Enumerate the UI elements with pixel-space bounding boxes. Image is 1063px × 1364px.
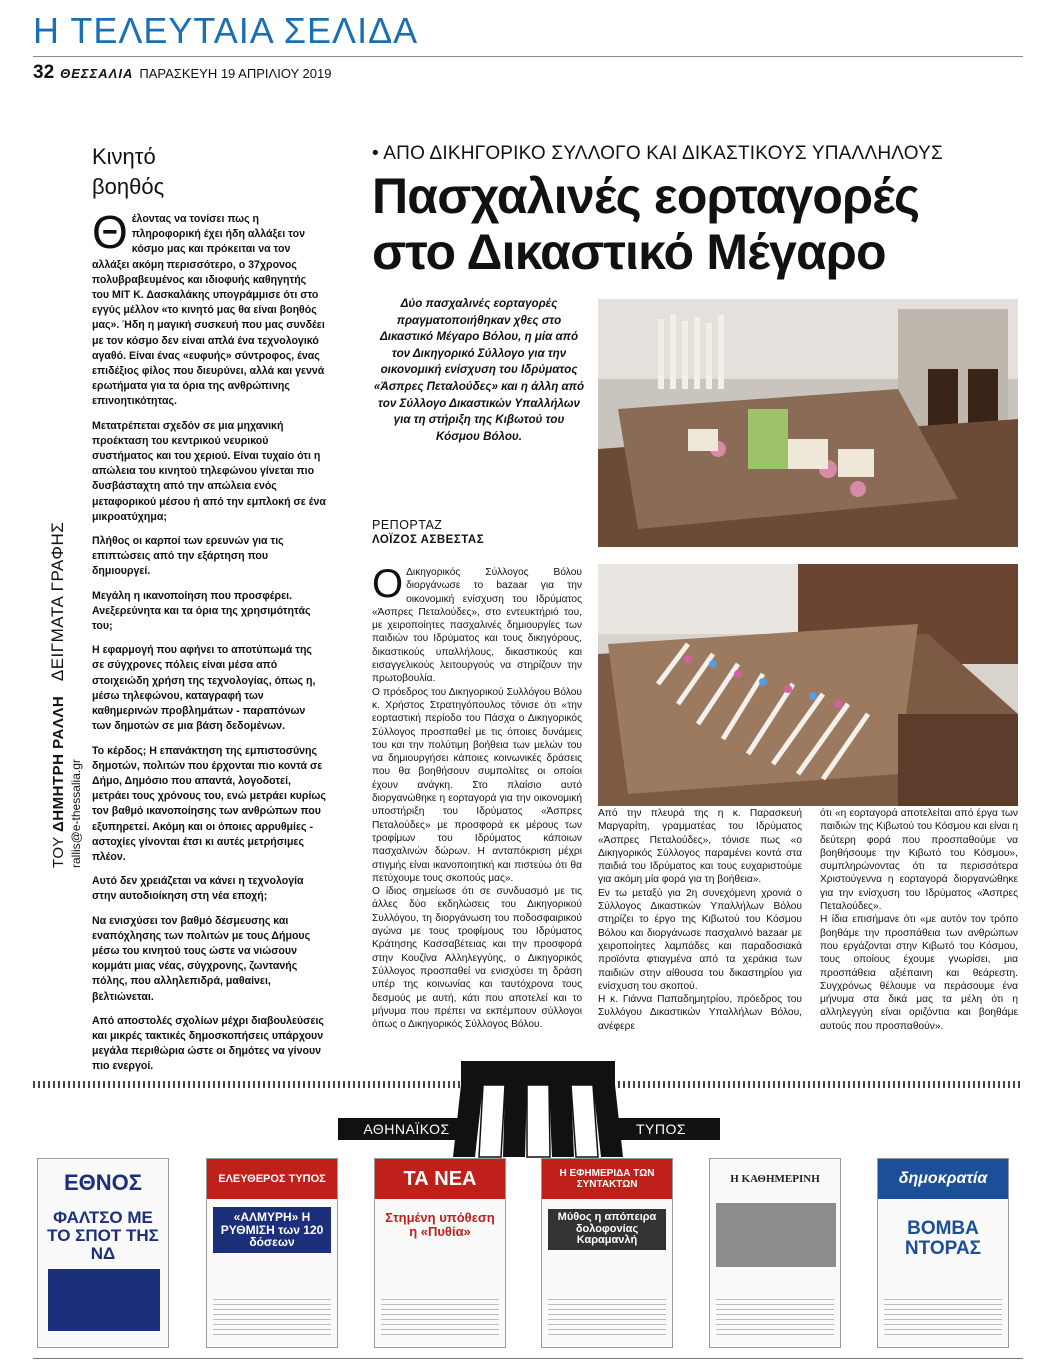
article-dropcap: Ο — [372, 562, 404, 606]
article-paragraph: ότι «η εορταγορά αποτελείται από έργα των παιδιών της Κιβωτού του Κόσμου και είναι η δεύτερη φορά που προσπαθούμε να βοηθήσουμε την Κιβωτό του Κόσμου», συμπληρώνοντας ότι τα περισσότερα Χριστούγεννα η εορταγορά διοργανώθηκε για την ενίσχυση του Ιδρύματος «Άσπρες Πεταλούδες». — [820, 808, 1018, 913]
press-label-left: ΑΘΗΝΑΪΚΟΣ — [338, 1118, 475, 1140]
kiosk-awning-icon — [453, 1061, 623, 1161]
column-paragraph: Από αποστολές σχολίων μέχρι διαβουλεύσεις και μικρές τακτικές δημοσκοπήσεις υπάρχουν μεγάλα περιθώρια ώστε οι δημότες να γίνουν πιο ενεργοί. — [92, 1014, 324, 1073]
article-lede: Δύο πασχαλινές εορταγορές πραγματοποιήθηκαν χθες στο Δικαστικό Μέγαρο Βόλου, η μία από τον Δικηγορικό Σύλλογο για την οικονομική ενίσχυση του Ιδρύματος «Άσπρες Πεταλούδες» και η άλλη από τον Σύλλογο Δικαστικών Υπαλλήλων για τη στήριξη της Κιβωτού του Κόσμου Βόλου. — [373, 297, 585, 443]
article-headline: Πασχαλινές εορταγορές στο Δικαστικό Μέγαρο — [372, 168, 920, 280]
cover-masthead: Η ΕΦΗΜΕΡΙΔΑ ΤΩΝ ΣΥΝΤΑΚΤΩΝ — [542, 1159, 672, 1199]
cover-kathimerini[interactable] — [709, 1158, 841, 1348]
issue-date: ΠΑΡΑΣΚΕΥΗ 19 ΑΠΡΙΛΙΟΥ 2019 — [139, 66, 332, 81]
top-rule — [33, 56, 1023, 57]
cover-masthead: ΕΘΝΟΣ — [64, 1170, 142, 1195]
column-paragraph: Πλήθος οι καρποί των ερευνών για τις επιπτώσεις από την εξάρτηση που δημιουργεί. — [92, 535, 284, 578]
article-column-1 — [372, 562, 582, 1031]
byline-author: ΔΗΜΗΤΡΗ ΡΑΛΛΗ — [50, 695, 67, 833]
cover-masthead: ΤΑ ΝΕΑ — [375, 1159, 505, 1199]
reporter-label: ΡΕΠΟΡΤΑΖ — [372, 518, 443, 532]
article-kicker: • ΑΠΟ ΔΙΚΗΓΟΡΙΚΟ ΣΥΛΛΟΓΟ ΚΑΙ ΔΙΚΑΣΤΙΚΟΥΣ ΥΠΑΛΛΗΛΟΥΣ — [372, 143, 943, 164]
cover-headline: Στημένη υπόθεση η «Πυθία» — [385, 1210, 495, 1239]
press-label-right: ΤΥΠΟΣ — [602, 1118, 720, 1140]
folio — [33, 62, 331, 84]
section-title: Η ΤΕΛΕΥΤΑΙΑ ΣΕΛΙΔΑ — [33, 10, 419, 51]
article-paragraph: Ο Δικηγορικός Σύλλογος Βόλου διοργάνωσε το bazaar για την οικονομική ενίσχυση του Ιδρύματος «Άσπρες Πεταλούδες», στο εντευκτήριό του, με χειροποίητες πασχαλινές δημιουργίες των παιδιών του Ιδρύματος και τους δικηγόρους, δικαστικούς υπαλλήλους, δικαστικούς και εισαγγελικούς λειτουργούς να στηρίζουν την πρωτοβουλία. — [372, 562, 582, 685]
article-paragraph: Από την πλευρά της η κ. Παρασκευή Μαργαρίτη, γραμματέας του Ιδρύματος «Άσπρες Πεταλούδες», τόνισε πως «ο Δικηγορικός Σύλλογος παραμένει κοντά στα παιδιά του Ιδρύματος και τους ευχαριστούμε για ακόμη μία φορά για τη βοήθεια». — [598, 808, 802, 886]
cover-headline: ΒΟΜΒΑ ΝΤΟΡΑΣ — [904, 1218, 982, 1259]
cover-dimokratia[interactable] — [877, 1158, 1009, 1348]
column-byline — [48, 228, 86, 868]
cover-masthead: ΕΛΕΥΘΕΡΟΣ ΤΥΠΟΣ — [207, 1159, 337, 1199]
article-paragraph: Η ίδια επισήμανε ότι «με αυτόν τον τρόπο βοηθάμε την προσπάθεια των ανθρώπων που εργάζονται στην Κιβωτό του Κόσμου, τους οποίους έχουμε γνωρίσει, μια προσπάθεια αξιέπαινη και θεάρεστη. Συγχρόνως θέλουμε να περάσουμε ένα μήνυμα στα δικά μας τα μέλη ότι η αλληλεγγύη είναι οριζόντια και βοηθάμε αυτούς που προσπαθούν». — [820, 914, 1018, 1032]
page-number: 32 — [33, 62, 55, 83]
column-paragraph: Μετατρέπεται σχεδόν σε μια μηχανική προέκταση του κεντρικού νευρικού συστήματος και του χεριού. Είναι τυχαίο ότι η απώλεια του κινητού τηλεφώνου γίνεται πιο δυσβάσταχτη από την απώλεια ενός μεταφορικού μέσου ή από την εμπλοκή σε ένα μικροατύχημα; — [92, 419, 326, 523]
column-title: Κινητό βοηθός — [92, 144, 165, 199]
article-paragraph: Εν τω μεταξύ για 2η συνεχόμενη χρονιά ο Σύλλογος Δικαστικών Υπαλλήλων Βόλου στηρίζει το έργο της Κιβωτού του Κόσμου Βόλου και διοργάνωσε πασχαλινό bazaar με χειροποίητες λαμπάδες και παραδοσιακά προϊόντα φτιαγμένα από τα χεράκια των παιδιών στην αίθουσα του δικαστηρίου για ενίσχυση του σκοπού. — [598, 887, 802, 992]
column-paragraph: Μεγάλη η ικανοποίηση που προσφέρει. Ανεξερεύνητα και τα όρια της χρησιμότητάς του; — [92, 589, 311, 633]
cover-image — [48, 1269, 160, 1331]
cover-headline: ΦΑΛΤΣΟ ΜΕ ΤΟ ΣΠΟΤ ΤΗΣ ΝΔ — [47, 1208, 159, 1263]
cover-text-lines — [548, 1299, 666, 1339]
cover-text-lines — [884, 1299, 1002, 1339]
column-dropcap: Θ — [92, 206, 128, 258]
cover-efsyn[interactable] — [541, 1158, 673, 1348]
article-paragraph: Η κ. Γιάννα Παπαδημητρίου, πρόεδρος του Συλλόγου Δικαστικών Υπαλλήλων Βόλου, ανέφερε — [598, 994, 802, 1032]
cover-text-lines — [213, 1299, 331, 1339]
article-column-3 — [820, 807, 1018, 1033]
column-paragraph: Η εφαρμογή που αφήνει το αποτύπωμά της σε σύγχρονες πόλεις είναι μέσα από στοιχειώδη χρήση της τεχνολογίας, όπως η, μέσω τηλεφώνου, καταγραφή των καθημερινών προβλημάτων - παραπόνων των δημοτών σε μια βάση δεδομένων. — [92, 644, 316, 733]
column-paragraph: Θέλοντας να τονίσει πως η πληροφορική έχει ήδη αλλάξει τον κόσμο μας και πρόκειται να τον αλλάξει ακόμη περισσότερο, ο 37χρονος πολυβραβευμένος και ιδιοφυής καθηγητής του ΜΙΤ Κ. Δασκαλάκης υπογράμμισε ότι στο εγγύς μέλλον «το κινητό μας θα είναι βοηθός μας». Ήδη η μαγική συσκευή που μας συνδέει με τον κόσμο δεν είναι απλά ένα τεχνολογικό αγαθό. Είναι ένας «ευφυής» σύντροφος, ένας επιδέξιος φίλος που διευρύνει, αλλά και γεννά ερωτήματα για τα όρια της ανθρώπινης επινοητικότητας. — [92, 206, 325, 408]
bottom-rule — [33, 1358, 1023, 1359]
cover-text-lines — [381, 1299, 499, 1339]
byline-prefix: ΤΟΥ — [50, 836, 67, 868]
cover-text-lines — [716, 1299, 834, 1339]
cover-ethnos[interactable] — [37, 1158, 169, 1348]
cover-headline: Μύθος η απόπειρα δολοφονίας Καραμανλή — [548, 1209, 666, 1250]
photo-bazaar-table-2 — [598, 564, 1018, 806]
column-series: ΔΕΙΓΜΑΤΑ ΓΡΑΦΗΣ — [48, 521, 67, 682]
newspaper-name: ΘΕΣΣΑΛΙΑ — [60, 66, 134, 81]
author-email[interactable]: rallis@e-thessalia.gr — [69, 759, 83, 868]
cover-masthead: δημοκρατία — [878, 1159, 1008, 1199]
column-paragraph: Το κέρδος; Η επανάκτηση της εμπιστοσύνης δημοτών, πολιτών που έρχονται πιο κοντά σε Δήμο, Δημόσιο που απαντά, λογοδοτεί, μετράει τους χρόνους του, ενώ μετράει κυρίως τον βαθμό ικανοποίησης των ανθρώπων που εξυπηρετεί. Ακόμη και οι όποιες αρρυθμίες - αστοχίες γίνονται έτσι κι αυτές μετρήσιμες πλέον. — [92, 744, 326, 863]
cover-masthead: Η ΚΑΘΗΜΕΡΙΝΗ — [730, 1173, 820, 1185]
column-body — [92, 206, 326, 1084]
column-paragraph: Να ενισχύσει τον βαθμό δέσμευσης και εναπόχλησης των πολιτών με τους Δήμους μέσω του κινητού τους ώστε να νιώσουν κομμάτι μιας νέας, σύγχρονης, ζωντανής πόλης, που αλληλεπιδρά, μαθαίνει, βελτιώνεται. — [92, 914, 311, 1003]
cover-eleftheros-typos[interactable] — [206, 1158, 338, 1348]
article-paragraph: Ο ίδιος σημείωσε ότι σε συνδυασμό με τις άλλες δύο εκδηλώσεις του Δικηγορικού Συλλόγου, τη διοργάνωση του ποδοσφαιρικού αγώνα με τους τροφίμους του Ιδρύματος Κράτησης Κασσαβέτειας και την προσφορά στην Κουζίνα Αλληλεγγύης, ο Δικηγορικός Σύλλογος προσπαθεί να ενισχύσει τη δράση υπέρ της κοινωνίας και ταυτόχρονα τους δεσμούς με αυτή, κάτι που αποτελεί και το μήνυμα που πρέπει να εκπέμπουν σύλλογοι όπως ο Δικηγορικός Σύλλογος Βόλου. — [372, 886, 582, 1031]
cover-ta-nea[interactable] — [374, 1158, 506, 1348]
cover-image — [716, 1203, 836, 1267]
photo-bazaar-table-1 — [598, 299, 1018, 547]
cover-headline: «ΑΛΜΥΡΗ» Η ΡΥΘΜΙΣΗ των 120 δόσεων — [213, 1207, 331, 1253]
reporter-name: ΛΟΪΖΟΣ ΑΣΒΕΣΤΑΣ — [372, 534, 485, 546]
article-column-2 — [598, 807, 802, 1033]
column-paragraph: Αυτό δεν χρειάζεται να κάνει η τεχνολογία στην αυτοδιοίκηση στη νέα εποχή; — [92, 875, 304, 903]
article-paragraph: Ο πρόεδρος του Δικηγορικού Συλλόγου Βόλου κ. Χρήστος Στρατηγόπουλος τόνισε ότι «την εορταστική περίοδο του Πάσχα ο Δικηγορικός Σύλλογος προσπαθεί με τις όποιες δυνάμεις του και την πολύτιμη βοήθεια των μελών του να δημιουργήσει κάποιες κοινωνικές δράσεις που θα βοηθήσουν συμπολίτες οι οποίοι έχουν ανάγκη. Στο πλαίσιο αυτό διοργανώθηκε η εορταγορά για την οικονομική υποστήριξη του Ιδρύματος «Άσπρες Πεταλούδες» με προσφορά εκ μέρους των τροφίμων του Ιδρύματος κάποιων πασχαλινών δώρων. Η ανταπόκριση μέχρι στιγμής είναι ικανοποιητική και πιστεύω ότι θα πετύχουμε τους σκοπούς μας». — [372, 686, 582, 884]
